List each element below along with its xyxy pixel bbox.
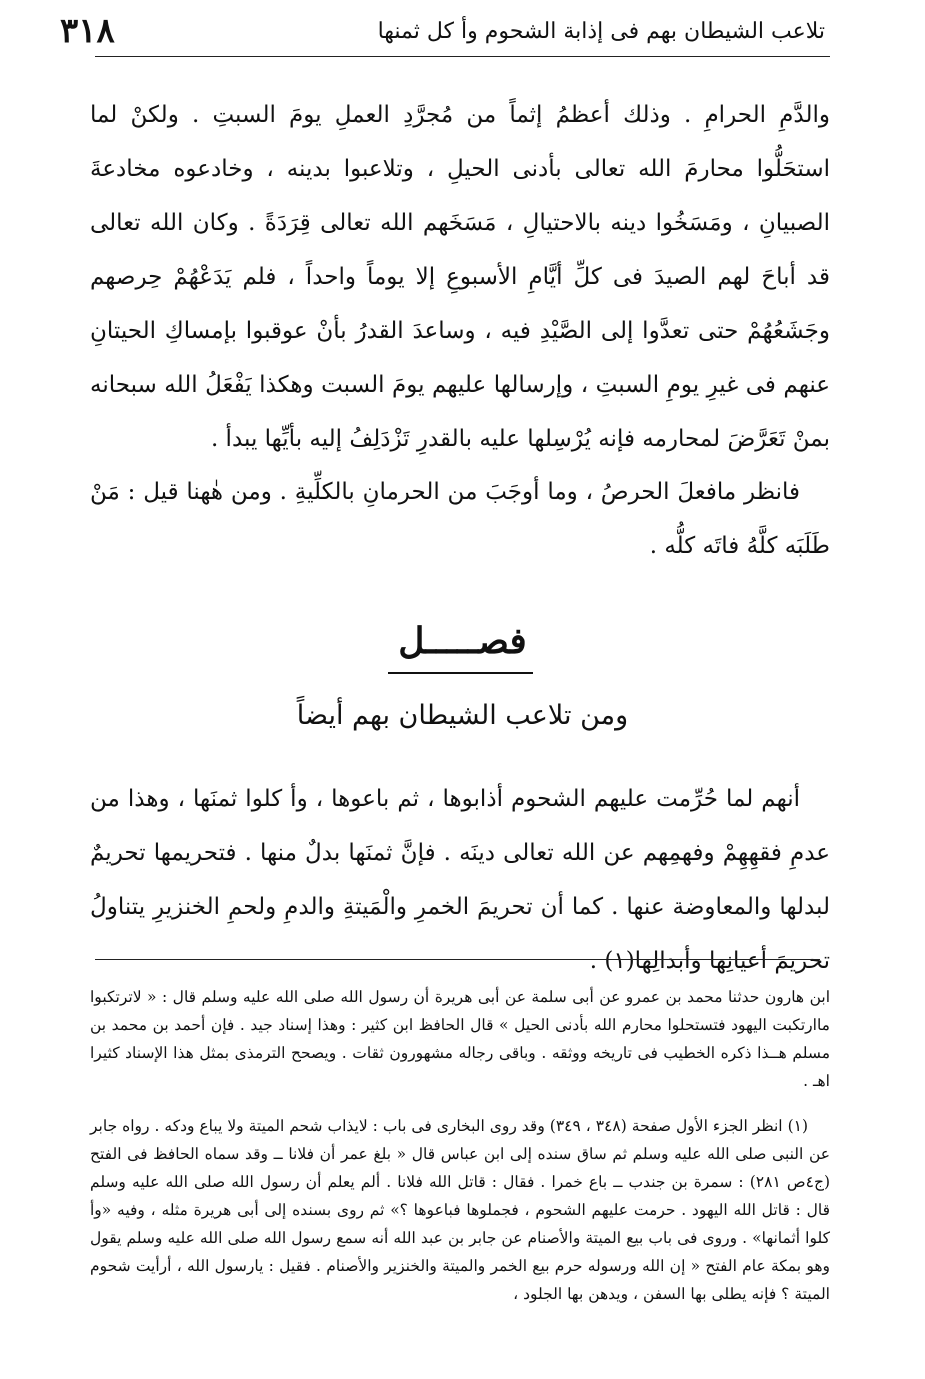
page-number: ٣١٨ (60, 11, 115, 51)
running-title: تلاعب الشيطان بهم فى إذابة الشحوم وأ كل ثمنها (377, 18, 825, 44)
section-subtitle: ومن تلاعب الشيطان بهم أيضاً (296, 700, 629, 731)
footnote-1: (١) انظر الجزء الأول صفحة (٣٤٨ ، ٣٤٩) وقد روى البخارى فى باب : لايذاب شحم الميتة ولا يباع ودكه . رواه جابر عن النبى صلى الله عليه وسلم ثم ساق سنده إلى ابن عباس قال « بلغ عمر أن فلانا ــ وقد سماه الحافظ فى الفتح (ج٤ص ٢٨١) : سمرة بن جندب ــ باع خمرا . فقال : قاتل الله فلانا . ألم يعلم أن رسول الله صلى الله عليه وسلم قال : قاتل الله اليهود . حرمت عليهم الشحوم ، فجملوها فباعوها ؟» ثم روى بسنده إلى أبى هريرة مثله ، وفيه «وأ كلوا أثمانها» . وروى فى باب بيع الميتة والأصنام عن جابر بن عبد الله أنه سمع رسول الله صلى الله عليه وسلم يقول وهو بمكة عام الفتح « إن الله ورسوله حرم بيع الخمر والميتة والخنزير والأصنام . فقيل : يارسول الله ، أرأيت شحوم الميتة ؟ فإنه يطلى بها السفن ، ويدهن بها الجلود ، (90, 1117, 830, 1303)
footnote-continuation: ابن هارون حدثنا محمد بن عمرو عن أبى سلمة عن أبى هريرة أن رسول الله صلى الله عليه وسلم قال : « لاترتكبوا ماارتكبت اليهود فتستحلوا محارم الله بأدنى الحيل » قال الحافظ ابن كثير : وهذا إسناد جيد . فإن أحمد بن محمد بن مسلم هــذا ذكره الخطيب فى تاريخه ووثقه . وباقى رجاله مشهورون ثقات . ويصحح الترمذى بمثل هذا الإسناد كثيرا اهـ . (90, 988, 830, 1090)
header-rule (95, 56, 830, 57)
paragraph-2: فانظر مافعلَ الحرصُ ، وما أوجَبَ من الحرمانِ بالكلِّيةِ . ومن هٰهنا قيل : مَنْ طَلَبَه كلَّهُ فاتَه كلُّه . (90, 479, 830, 559)
paragraph-1: والدَّمِ الحرامِ . وذلك أعظمُ إثماً من مُجرَّدِ العملِ يومَ السبتِ . ولكنْ لما استحَلُّوا محارمَ الله تعالى بأدنى الحيلِ ، وتلاعبوا بدينه ، وخادعوه مخادعةَ الصبيانِ ، ومَسَخُوا دينه بالاحتيالِ ، مَسَخَهم الله تعالى قِرَدَةً . وكان الله تعالى قد أباحَ لهم الصيدَ فى كلِّ أيَّامِ الأسبوعِ إلا يوماً واحداً ، فلم يَدَعْهُمْ حِرصهم وجَشَعُهُمْ حتى تعدَّوا إلى الصَّيْدِ فيه ، وساعدَ القدرُ بأنْ عوقبوا بإمساكِ الحيتانِ عنهم فى غيرِ يومِ السبتِ ، وإرسالها عليهم يومَ السبت وهكذا يَفْعَلُ الله سبحانه بمنْ تَعَرَّضَ لمحارمه فإنه يُرْسِلها عليه بالقدرِ تَزْدَلِفُ إليه بأيِّها يبدأ . (90, 102, 830, 452)
section-heading-underline (388, 672, 533, 674)
section-paragraph: أنهم لما حُرِّمت عليهم الشحوم أذابوها ، ثم باعوها ، وأ كلوا ثمنَها ، وهذا من عدمِ فقهِهِمْ وفهمِهم عن الله تعالى دينَه . فإنَّ ثمنَها بدلٌ منها . فتحريمها تحريمٌ لبدلها والمعاوضة عنها . كما أن تحريمَ الخمرِ والْمَيتةِ والدمِ ولحمِ الخنزيرِ يتناولُ تحريمَ أعيانِها وأبدالِها(١) . (90, 786, 830, 974)
page-header (60, 6, 825, 56)
footnote-rule (95, 959, 820, 960)
section-heading: فصـــــل (398, 620, 527, 662)
